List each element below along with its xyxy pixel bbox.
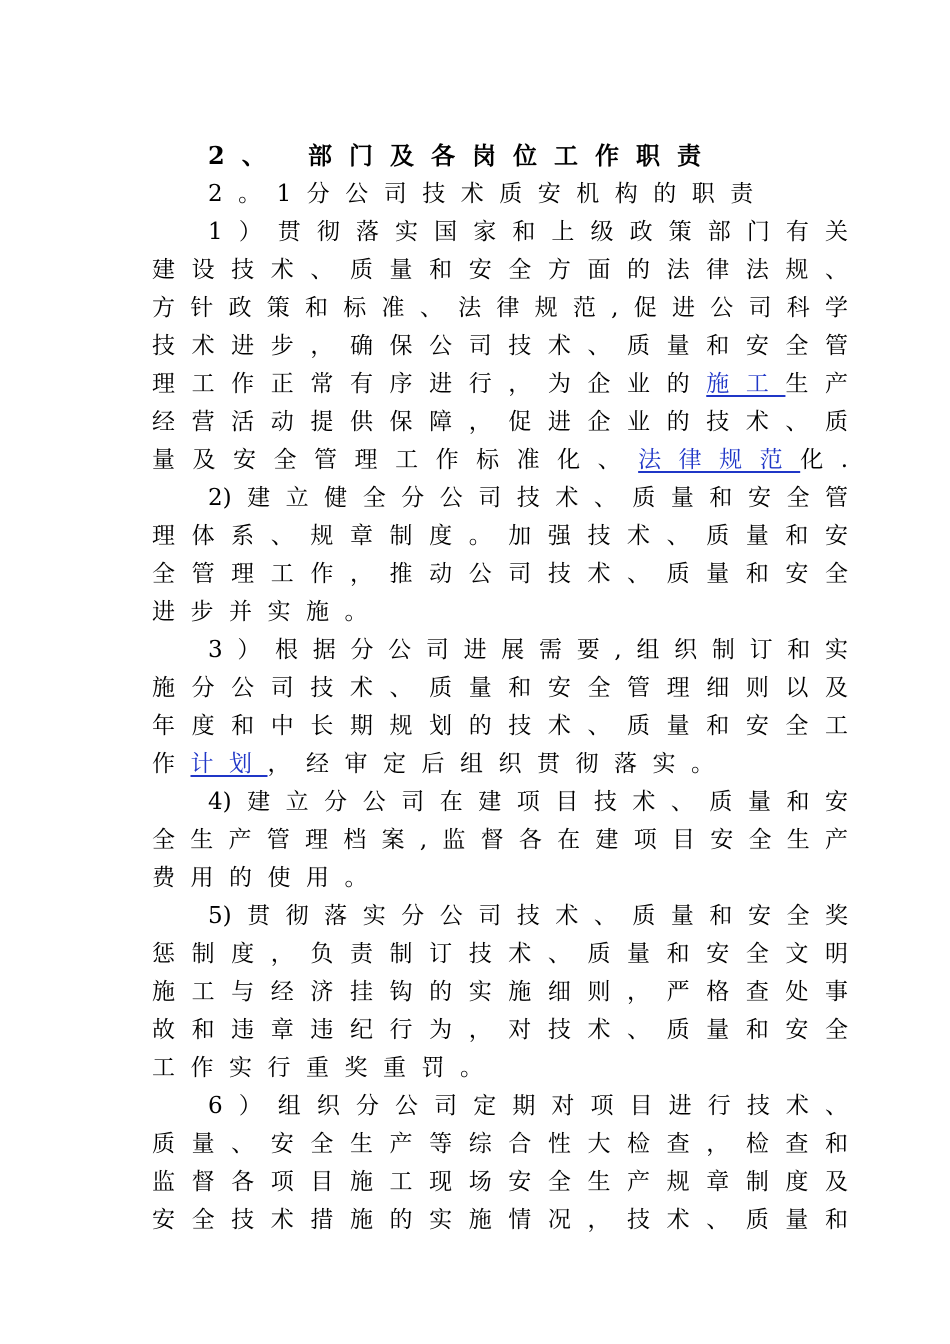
text-line: 理体系、规章制度。加强技术、质量和安 — [152, 523, 848, 549]
text-line: 施分公司技术、质量和安全管理细则以及 — [152, 675, 848, 701]
text-line: 监督各项目施工现场安全生产规章制度及 — [152, 1169, 848, 1195]
text-line: 进步并实施。 — [152, 599, 383, 625]
subsection-heading: 2。1分公司技术质安机构的职责 — [208, 181, 769, 207]
text-segment: 生产 — [785, 371, 848, 397]
text-segment: 作 — [152, 751, 191, 777]
text-line: 建设技术、质量和安全方面的法律法规、 — [152, 257, 848, 283]
link-construction[interactable]: 施工 — [706, 371, 786, 397]
text-line: 3）根据分公司进展需要,组织制订和实 — [208, 637, 848, 663]
link-legal-norms[interactable]: 法律规范 — [638, 447, 801, 473]
text-line: 2)建立健全分公司技术、质量和安全管 — [208, 485, 848, 511]
text-line: 5)贯彻落实分公司技术、质量和安全奖 — [208, 903, 848, 929]
text-line — [152, 745, 848, 783]
text-line: 安全技术措施的实施情况，技术、质量和 — [152, 1207, 848, 1233]
text-segment: 理工作正常有序进行，为企业的 — [152, 371, 707, 397]
text-segment: 化. — [800, 447, 848, 473]
text-segment: ，经审定后组织贯彻落实。 — [267, 751, 730, 777]
text-line: 全管理工作，推动公司技术、质量和安全 — [152, 561, 848, 587]
text-line: 6）组织分公司定期对项目进行技术、 — [208, 1093, 848, 1119]
text-line: 故和违章违纪行为，对技术、质量和安全 — [152, 1017, 848, 1043]
text-line: 施工与经济挂钩的实施细则，严格查处事 — [152, 979, 848, 1005]
text-segment: 量及安全管理工作标准化、 — [152, 447, 639, 473]
text-line: 费用的使用。 — [152, 865, 383, 891]
text-line — [152, 365, 848, 403]
text-line: 惩制度，负责制订技术、质量和安全文明 — [152, 941, 848, 967]
text-line: 年度和中长期规划的技术、质量和安全工 — [152, 713, 848, 739]
text-line: 工作实行重奖重罚。 — [152, 1055, 499, 1081]
text-line: 方针政策和标准、法律规范,促进公司科学 — [152, 295, 848, 321]
text-line: 经营活动提供保障，促进企业的技术、质 — [152, 409, 848, 435]
text-line — [152, 441, 848, 479]
text-line: 质量、安全生产等综合性大检查，检查和 — [152, 1131, 848, 1157]
text-line: 4)建立分公司在建项目技术、质量和安 — [208, 789, 848, 815]
text-line: 技术进步，确保公司技术、质量和安全管 — [152, 333, 848, 359]
text-line: 全生产管理档案,监督各在建项目安全生产 — [152, 827, 848, 853]
link-plan[interactable]: 计划 — [190, 751, 268, 777]
text-line: 1）贯彻落实国家和上级政策部门有关 — [208, 219, 848, 245]
section-heading: 2、 部门及各岗位工作职责 — [208, 141, 719, 170]
